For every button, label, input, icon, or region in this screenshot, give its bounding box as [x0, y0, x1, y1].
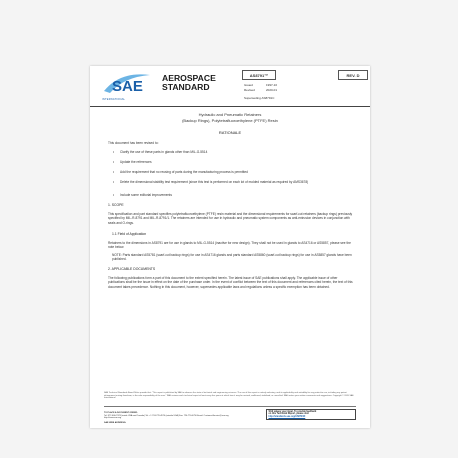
standard-title	[162, 74, 216, 92]
rationale-bullet-1: • Clarify the use of these parts in glands other than MIL-G-5514	[120, 150, 350, 154]
rationale-bullet-5: • Include some editorial improvements	[120, 193, 350, 197]
sae-logo	[100, 69, 156, 99]
org-name: INTERNATIONAL	[102, 98, 126, 101]
logo-text: SAE	[112, 78, 143, 95]
sae-logo-icon	[100, 69, 156, 99]
feedback-line-1: SAE values your input. To provide feedback	[268, 410, 317, 413]
document-page	[90, 66, 370, 428]
applicable-documents-paragraph: The following publications form a part of this document to the extent specified herein. The latest issue of SAE publications shall apply. The applicable issue of other publications shall be the issue in effect on the date of the purchase order. In the event of conflict between the text of this document and references cited herein, the text of this document takes precedence. Nothing in this document, however, supersedes applicable laws and regulations unless a specific exemption has been obtained.	[108, 276, 353, 289]
feedback-line-2: on this Technical Report, please visit	[268, 413, 309, 416]
rationale-bullet-4: • Delete the dimensional stability test requirement (since this test is performed on each lot of molded material as required by AMS3678)	[120, 180, 350, 184]
subtitle-line-1: Hydraulic and Pneumatic Retainers	[198, 112, 262, 117]
title-line-2: STANDARD	[162, 82, 210, 92]
scope-paragraph: This specification and part standard specifies polytetrafluoroethylene (PTFE) resin material and the dimensional requirements for scarf-cut retainers (backup rings) previously specified by MIL-R-8791 and MIL-R-8791/1. The retainers are intended for use in hydraulic and pneumatic system components as anti-extrusion devices in conjunction with seals and O-rings.	[108, 212, 353, 225]
document-header	[90, 66, 370, 107]
rationale-heading: RATIONALE	[218, 130, 242, 135]
subtitle-line-2: (Backup Rings), Polytetrafluoroethylene (PTFE) Resin	[182, 117, 278, 123]
title-line-1: AEROSPACE	[162, 73, 216, 83]
order-details: Tel: 877-606-7323 (inside USA and Canada) Tel: +1 724-776-4970 (outside USA) Fax: 724-776-0790 Email: CustomerService@sae.org http://www.sae.org	[104, 414, 229, 420]
doc-number: AS8791™	[242, 70, 276, 80]
superseding-note: Superseding AS8791C	[244, 96, 275, 100]
field-of-application-paragraph: Retainers to the dimensions in AS8791 are for use in glands to MIL-G-5514 (inactive for new design). They shall not be used in glands to AS4716 or AS5857, please see the note below.	[108, 241, 351, 250]
order-contact	[104, 412, 234, 420]
rationale-bullet-2: • Update the references	[120, 160, 350, 164]
footer-notes: SAE Technical Standards Board Rules provide that: "This report is published by SAE to advance the state of technical and engineering sciences. The use of this report is entirely voluntary, and its applicability and suitability for any particular use, including any patent infringement arising therefrom, is the sole responsibility of the user." SAE reviews each technical report at least every five years at which time it may be revised, reaffirmed, stabilized, or cancelled. SAE invites your written comments and suggestions. Copyright © 2020 SAE International	[104, 392, 354, 400]
scope-heading: 1. SCOPE	[108, 203, 124, 207]
footer-divider	[104, 406, 356, 408]
issued-value: 1997-10	[266, 83, 278, 87]
feedback-link[interactable]: http://standards.sae.org/AS8791D	[268, 416, 306, 419]
scope-note: NOTE: Parts standard AS5781 (scarf-cut backup rings) for use in AS4716 glands and parts standard AS5860 (scarf-cut backup rings) for use in AS5857 glands have been published.	[112, 253, 352, 262]
rationale-intro: This document has been revised to:	[108, 141, 159, 145]
applicable-documents-heading: 2. APPLICABLE DOCUMENTS	[108, 267, 156, 271]
rationale-bullet-3: • Add the requirement that no reusing of parts during the manufacturing process is permitted	[120, 170, 350, 174]
issued-label: Issued	[244, 83, 253, 87]
revised-label: Revised	[244, 87, 255, 92]
revised-value: 2020-01	[266, 87, 278, 92]
feedback-box	[266, 409, 356, 420]
web-address-label: SAE WEB ADDRESS:	[104, 422, 127, 424]
dates-block	[244, 83, 288, 92]
document-meta	[242, 70, 369, 105]
revision-label: REV. D	[338, 70, 368, 80]
field-of-application-heading: 1.1 Field of Application	[112, 232, 147, 236]
document-subtitle	[90, 112, 370, 123]
order-title: TO PLACE A DOCUMENT ORDER:	[104, 412, 138, 414]
